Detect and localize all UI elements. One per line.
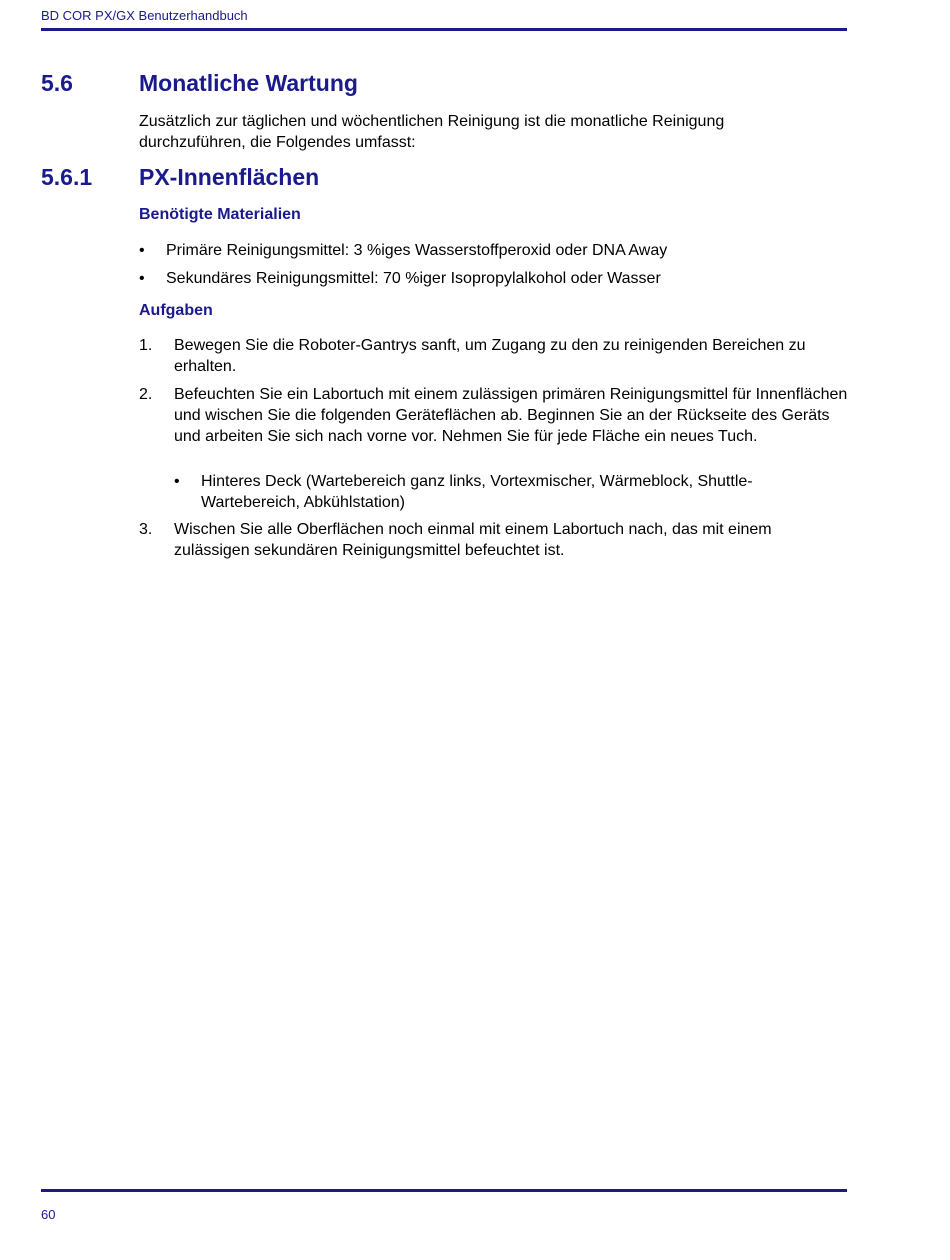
page-number: 60 (41, 1207, 56, 1222)
step-text: Befeuchten Sie ein Labortuch mit einem zulässigen primären Reinigungsmittel für Innenflächen und wischen Sie die folgenden Geräteflächen ab. Beginnen Sie an der Rückseite des Geräts und arbeiten Sie sich nach vorne vor. Nehmen Sie für jede Fläche ein neues Tuch. (174, 386, 848, 445)
bullet-icon: • (139, 270, 145, 287)
bullet-icon: • (139, 242, 145, 259)
step-number: 1. (139, 337, 153, 354)
page-header-title: BD COR PX/GX Benutzerhandbuch (41, 8, 248, 23)
section-title: Monatliche Wartung (139, 70, 358, 96)
section-intro: Zusätzlich zur täglichen und wöchentlichen Reinigung ist die monatliche Reinigung durchzuführen, die Folgendes umfasst: (139, 113, 725, 151)
tasks-heading: Aufgaben (139, 302, 213, 319)
list-item-text: Sekundäres Reinigungsmittel: 70 %iger Isopropylalkohol oder Wasser (166, 270, 661, 287)
bullet-icon: • (174, 473, 180, 490)
step-text: Wischen Sie alle Oberflächen noch einmal mit einem Labortuch nach, das mit einem zulässigen sekundären Reinigungsmittel befeuchtet ist. (174, 521, 772, 559)
subsection-title: PX-Innenflächen (139, 164, 320, 190)
section-number: 5.6 (41, 70, 73, 96)
list-item-text: Primäre Reinigungsmittel: 3 %iges Wasserstoffperoxid oder DNA Away (166, 242, 668, 259)
materials-heading: Benötigte Materialien (139, 206, 301, 223)
header-rule (41, 28, 847, 31)
step-text: Bewegen Sie die Roboter-Gantrys sanft, um Zugang zu den zu reinigenden Bereichen zu erhalten. (174, 337, 806, 375)
subsection-number: 5.6.1 (41, 164, 93, 190)
footer-rule (41, 1189, 847, 1192)
sub-list-item-text: Hinteres Deck (Wartebereich ganz links, Vortexmischer, Wärmeblock, Shuttle-Wartebereich, Abkühlstation) (201, 473, 753, 511)
step-number: 2. (139, 386, 153, 403)
step-number: 3. (139, 521, 153, 538)
